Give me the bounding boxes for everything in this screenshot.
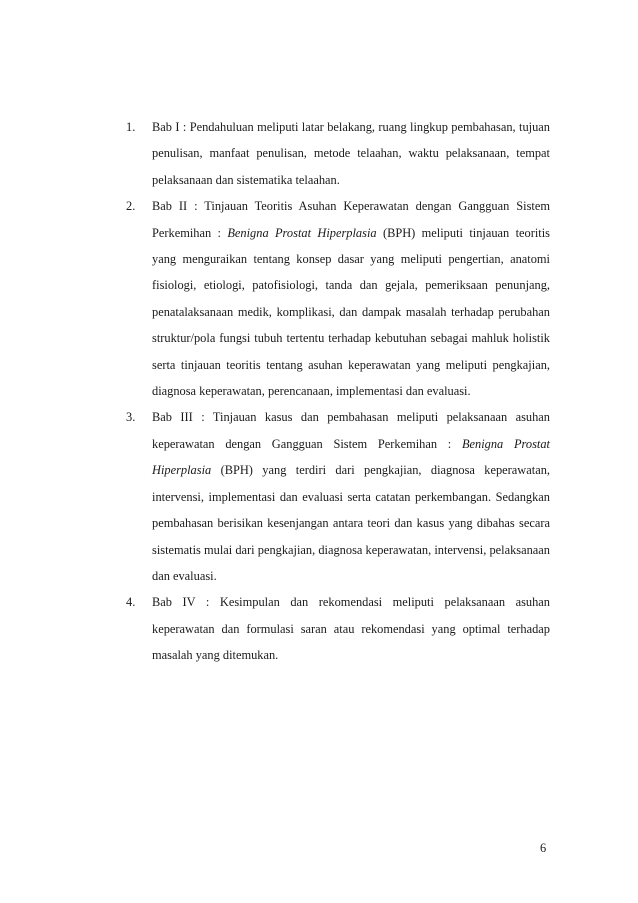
- text-segment: Bab II : Tinjauan Teoritis Asuhan Keperawatan dengan Gangguan Sistem Perkemihan :: [152, 199, 550, 240]
- text-segment: (BPH) yang terdiri dari pengkajian, diagnosa keperawatan, intervensi, implementasi dan evaluasi serta catatan perkembangan. Sedangkan pembahasan berisikan kesenjangan antara teori dan kasus yang dibahas secara sistematis mulai dari pengkajian, diagnosa keperawatan, intervensi, pelaksanaan dan evaluasi.: [152, 463, 550, 583]
- list-item-text: [152, 199, 550, 398]
- list-item-number: 2.: [126, 199, 136, 214]
- list-item: [126, 589, 550, 668]
- list-item-text: [152, 595, 550, 662]
- list-item: [126, 114, 550, 193]
- list-item: [126, 404, 550, 589]
- list-item-number: 4.: [126, 595, 136, 610]
- italic-term: Benigna Prostat Hiperplasia: [227, 225, 377, 240]
- list-item-number: 3.: [126, 410, 136, 425]
- list-item: [126, 193, 550, 404]
- list-item-text: [152, 410, 550, 582]
- list-item-number: 1.: [126, 120, 136, 134]
- text-segment: Bab IV : Kesimpulan dan rekomendasi meliputi pelaksanaan asuhan keperawatan dan formulasi saran atau rekomendasi yang optimal terhadap masalah yang ditemukan.: [152, 595, 550, 663]
- text-segment: (BPH) meliputi tinjauan teoritis yang menguraikan tentang konsep dasar yang meliputi pengertian, anatomi fisiologi, etiologi, patofisiologi, tanda dan gejala, pemeriksaan penunjang, penatalaksanaan medik, komplikasi, dan dampak masalah terhadap perubahan struktur/pola fungsi tubuh tertentu terhadap kebutuhan sebagai mahluk holistik serta tinjauan teoritis tentang asuhan keperawatan yang meliputi pengkajian, diagnosa keperawatan, perencanaan, implementasi dan evaluasi.: [152, 225, 551, 399]
- italic-term: Benigna Prostat Hiperplasia: [152, 436, 550, 478]
- list-item-text: [152, 120, 550, 187]
- page-number: 6: [540, 841, 547, 855]
- text-segment: Bab I : Pendahuluan meliputi latar belakang, ruang lingkup pembahasan, tujuan penulisan, manfaat penulisan, metode telaahan, waktu pelaksanaan, tempat pelaksanaan dan sistematika telaahan.: [152, 120, 550, 187]
- numbered-list: [126, 114, 550, 669]
- text-segment: Bab III : Tinjauan kasus dan pembahasan meliputi pelaksanaan asuhan keperawatan dengan Gangguan Sistem Perkemihan :: [152, 410, 550, 451]
